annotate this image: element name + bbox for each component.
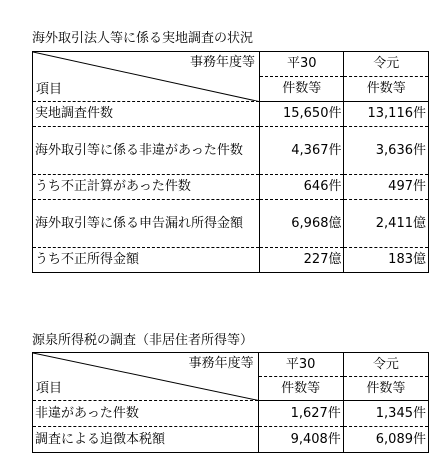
row-value-r1: 183億 — [344, 248, 429, 273]
row-value-h30: 9,408件 — [258, 427, 343, 453]
row-value-r1: 13,116件 — [344, 102, 429, 127]
row-label: うち不正計算があった件数 — [33, 175, 260, 200]
row-label: 非違があった件数 — [33, 401, 259, 427]
row-value-r1: 497件 — [344, 175, 429, 200]
row-value-h30: 646件 — [260, 175, 344, 200]
item-header-label: 項目 — [36, 381, 63, 396]
table-row — [33, 248, 429, 273]
subheader-r1: 件数等 — [344, 77, 429, 102]
row-value-r1: 6,089件 — [343, 427, 428, 453]
subheader-r1: 件数等 — [343, 377, 428, 401]
year-header-label: 事務年度等 — [188, 356, 254, 371]
item-header-label: 項目 — [36, 82, 63, 97]
section1-caption: 海外取引法人等に係る実地調査の状況 — [32, 31, 254, 46]
table-row — [33, 127, 429, 175]
col-header-r1: 令元 — [343, 353, 428, 377]
row-value-r1: 2,411億 — [344, 200, 429, 248]
overseas-audit-table — [32, 51, 429, 273]
row-value-h30: 6,968億 — [260, 200, 344, 248]
row-value-h30: 15,650件 — [260, 102, 344, 127]
row-value-r1: 1,345件 — [343, 401, 428, 427]
row-label: 海外取引等に係る申告漏れ所得金額 — [33, 200, 260, 248]
header-diagonal-cell — [33, 52, 260, 102]
col-header-r1: 令元 — [344, 52, 429, 77]
row-value-r1: 3,636件 — [344, 127, 429, 175]
subheader-h30: 件数等 — [258, 377, 343, 401]
row-label: うち不正所得金額 — [33, 248, 260, 273]
table-row — [33, 175, 429, 200]
row-value-h30: 227億 — [260, 248, 344, 273]
section2-caption: 源泉所得税の調査（非居住者所得等） — [32, 333, 254, 348]
header-diagonal-cell — [33, 353, 259, 401]
table-row — [33, 401, 429, 427]
table-row — [33, 102, 429, 127]
col-header-h30: 平30 — [258, 353, 343, 377]
row-value-h30: 1,627件 — [258, 401, 343, 427]
subheader-h30: 件数等 — [260, 77, 344, 102]
withholding-tax-table — [32, 352, 429, 453]
row-value-h30: 4,367件 — [260, 127, 344, 175]
year-header-label: 事務年度等 — [189, 55, 255, 70]
row-label: 海外取引等に係る非違があった件数 — [33, 127, 260, 175]
row-label: 調査による追徴本税額 — [33, 427, 259, 453]
row-label: 実地調査件数 — [33, 102, 260, 127]
table-row — [33, 427, 429, 453]
table-row — [33, 200, 429, 248]
col-header-h30: 平30 — [260, 52, 344, 77]
